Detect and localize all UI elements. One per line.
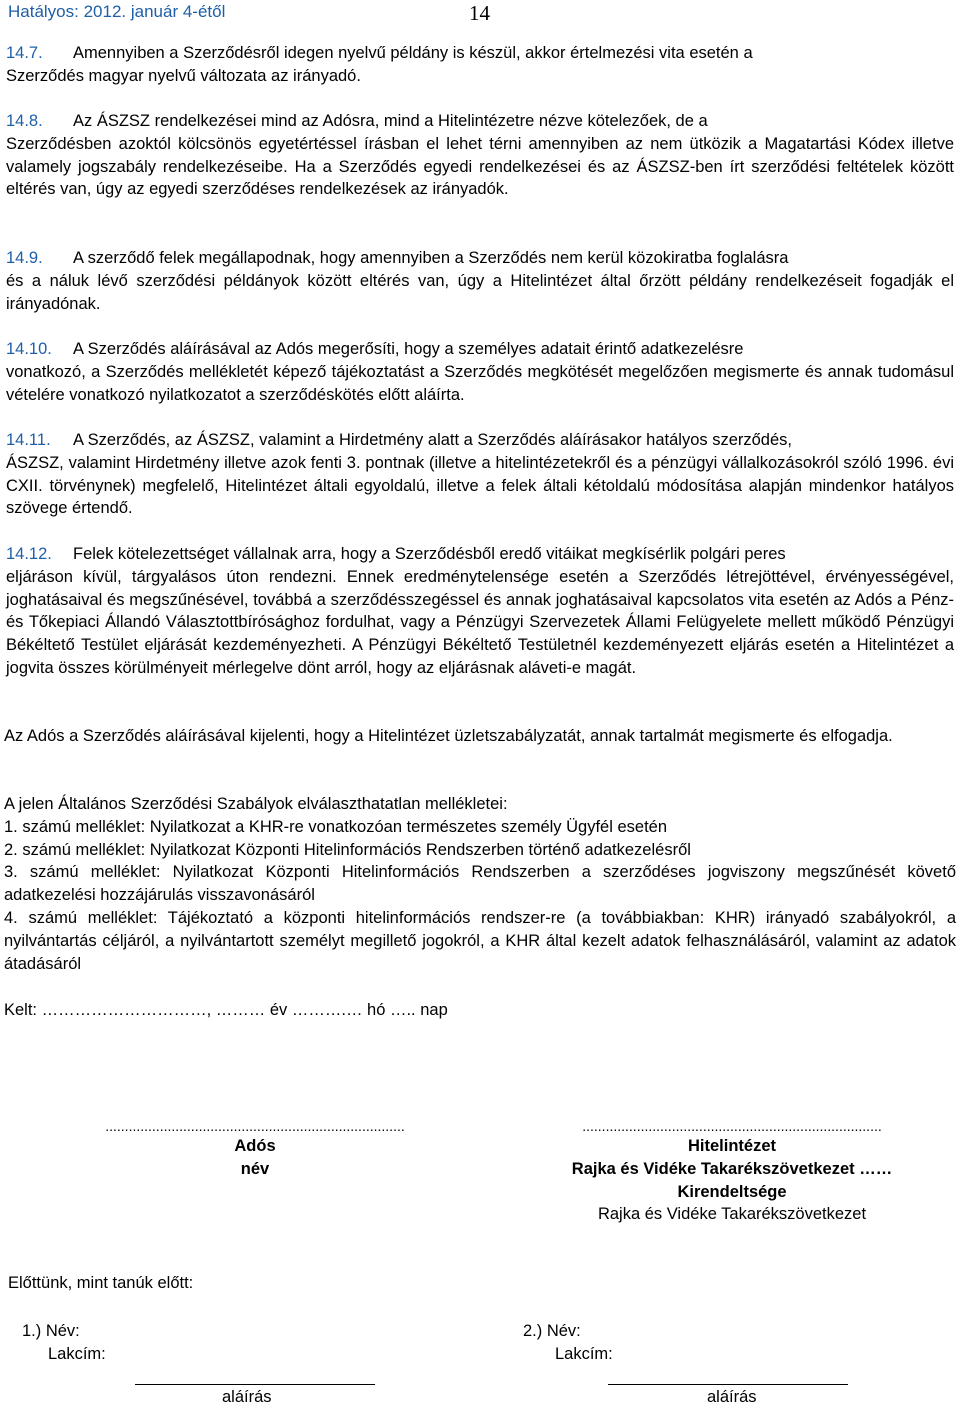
- section-number: 14.12.: [6, 545, 52, 563]
- section-body: ÁSZSZ, valamint Hirdetmény illetve azok fenti 3. pontnak (illetve a hitelintézetekről és a pénzügyi vállalkozásokról szóló 1996. évi CXII. törvénynek) megfelelő, Hitelintézet általi egyoldalú, illetve a felek általi kétoldalú módosítása alapján mindenkor hatályos szövege értendő.: [6, 453, 954, 518]
- declaration-paragraph: Az Adós a Szerződés aláírásával kijelenti, hogy a Hitelintézet üzletszabályzatát, annak tartalmát megismerte és elfogadja.: [4, 727, 893, 745]
- section-body: Szerződés magyar nyelvű változata az irányadó.: [6, 66, 361, 85]
- valid-from-header: Hatályos: 2012. január 4-étől: [8, 2, 226, 21]
- section-body: és a náluk lévő szerződési példányok között eltérés van, úgy a Hitelintézet által őrzött példány rendelkezéseit fogadják el irányadónak.: [6, 271, 954, 313]
- annex-item: 4. számú melléklet: Tájékoztató a központi hitelinformációs rendszer-re (a továbbiakban: KHR) irányadó szabályokról, a nyilvántartás céljáról, a nyilvántartott személyt megillető jogokról, a KHR által kezelt adatok felhasználásáról, valamint az adatok átadásáról: [4, 908, 956, 973]
- witness-2-signature-label: aláírás: [707, 1388, 757, 1406]
- page-number: 14: [469, 1, 490, 25]
- annex-list: [4, 793, 956, 975]
- section-first-line: A Szerződés aláírásával az Adós megerősíti, hogy a személyes adatait érintő adatkezelésre: [73, 340, 744, 358]
- annex-item: 1. számú melléklet: Nyilatkozat a KHR-re vonatkozóan természetes személy Ügyfél esetén: [4, 817, 668, 836]
- debtor-signature-block: [86, 1117, 424, 1181]
- section-number: 14.9.: [6, 249, 43, 267]
- bank-name: Rajka és Vidéke Takarékszövetkezet ……: [571, 1159, 893, 1178]
- witness-1-signature-line: [135, 1384, 375, 1385]
- section-14-9: [6, 247, 954, 315]
- section-body: Szerződésben azoktól kölcsönös egyetértéssel írásban el lehet térni amennyiben az nem ütközik a Magatartási Kódex illetve valamely jogszabály rendelkezéseibe. Ha a Szerződés egyedi rendelkezései és az ÁSZSZ-ben írt szerződési feltételek között eltérés van, úgy az egyedi szerződéses rendelkezések az irányadók.: [6, 134, 954, 199]
- annex-item: 2. számú melléklet: Nyilatkozat Központi Hitelinformációs Rendszerben történő adatkezelésről: [4, 840, 691, 859]
- section-body: vonatkozó, a Szerződés mellékletét képező tájékoztatást a Szerződés megkötését megelőzően megismerte és annak tudomásul vételére vonatkozó nyilatkozatot a szerződéskötés előtt aláírta.: [6, 362, 954, 404]
- debtor-name-label: név: [240, 1159, 270, 1178]
- witness-1-name-label: 1.) Név:: [22, 1322, 80, 1340]
- bank-name-plain: Rajka és Vidéke Takarékszövetkezet: [597, 1205, 867, 1224]
- section-first-line: Felek kötelezettséget vállalnak arra, hogy a Szerződésből eredő vitáikat megkísérlik polgári peres: [73, 545, 786, 563]
- section-14-11: [6, 429, 954, 520]
- section-number: 14.7.: [6, 44, 43, 62]
- branch-label: Kirendeltsége: [677, 1182, 787, 1201]
- section-first-line: A Szerződés, az ÁSZSZ, valamint a Hirdetmény alatt a Szerződés aláírásakor hatályos szerződés,: [73, 431, 792, 449]
- bank-signature-block: [530, 1117, 934, 1226]
- section-first-line: Amennyiben a Szerződésről idegen nyelvű példány is készül, akkor értelmezési vita esetén a: [73, 44, 753, 62]
- annex-item: 3. számú melléklet: Nyilatkozat Központi Hitelinformációs Rendszerben a szerződéses jogviszony megszűnését követő adatkezelési hozzájárulás visszavonásáról: [4, 863, 956, 905]
- witness-2-signature-line: [608, 1384, 848, 1385]
- section-body: eljáráson kívül, tárgyalásos úton rendezni. Ennek eredménytelensége esetén a Szerződés létrejöttével, érvényességével, joghatásaival és megszűnésével, továbbá a szerződésszegéssel és annak joghatásaival kapcsolatos vita esetén az Adós a Pénz-és Tőkepiaci Állandó Választottbírósághoz fordulhat, vagy a Pénzügyi Szervezetek Állami Felügyelete mellett működő Pénzügyi Békéltető Testület eljárását kezdeményezheti. A Pénzügyi Békéltető Testületnél kezdeményezett eljárás esetén a Hitelintézet a jogvita összes körülményeit mérlegelve dönt arról, hogy az eljárásnak aláveti-e magát.: [6, 567, 954, 677]
- section-first-line: A szerződő felek megállapodnak, hogy amennyiben a Szerződés nem kerül közokiratba foglalásra: [73, 249, 789, 267]
- section-number: 14.11.: [6, 431, 51, 449]
- date-place-line: Kelt: …………………………, ……… év ……….… hó ….. nap: [4, 1001, 448, 1019]
- witness-2-address-label: Lakcím:: [555, 1345, 613, 1363]
- annex-intro: A jelen Általános Szerződési Szabályok elválaszthatatlan mellékletei:: [4, 795, 508, 813]
- signature-dotted-line: .............................................................................: [582, 1118, 882, 1134]
- section-number: 14.10.: [6, 340, 52, 358]
- bank-label: Hitelintézet: [687, 1137, 776, 1155]
- witness-1-signature-label: aláírás: [222, 1388, 272, 1406]
- witness-1-address-label: Lakcím:: [48, 1345, 106, 1363]
- section-14-7: [6, 42, 954, 88]
- witnesses-title: Előttünk, mint tanúk előtt:: [8, 1274, 194, 1292]
- section-14-12: [6, 543, 954, 680]
- signature-dotted-line: .............................................................................: [105, 1118, 405, 1134]
- section-number: 14.8.: [6, 112, 43, 130]
- section-first-line: Az ÁSZSZ rendelkezései mind az Adósra, mind a Hitelintézetre nézve kötelezőek, de a: [73, 112, 708, 130]
- section-14-10: [6, 338, 954, 406]
- debtor-label: Adós: [234, 1137, 276, 1155]
- witness-2-name-label: 2.) Név:: [523, 1322, 581, 1340]
- section-14-8: [6, 110, 954, 201]
